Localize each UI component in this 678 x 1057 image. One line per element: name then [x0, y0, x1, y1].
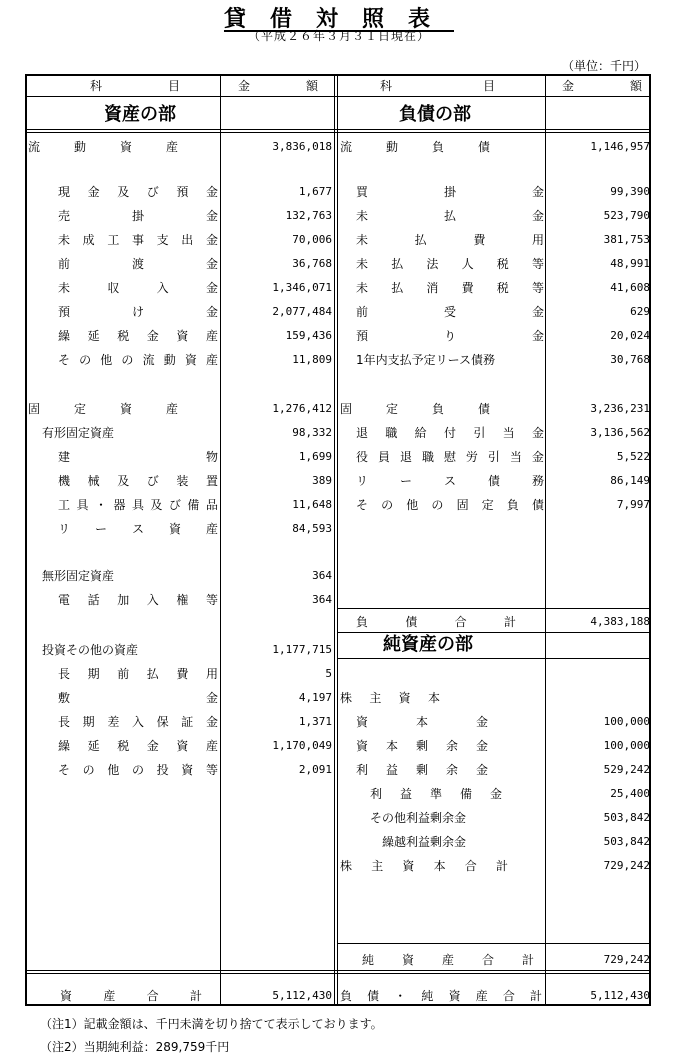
asset-row-label: 繰 延 税 金 資 産: [58, 329, 218, 343]
asset-row-value: 5: [325, 667, 332, 680]
assets-section-heading: 資産の部: [104, 104, 176, 125]
liability-row-value: 1,146,957: [590, 140, 650, 153]
net-assets-header-bottom: [338, 658, 651, 659]
note-2: （注2）当期純利益：289,759千円: [40, 1040, 230, 1054]
asset-row-value: 1,699: [298, 450, 332, 463]
liability-row-value: 7,997: [616, 498, 650, 511]
liability-row-label: 前 受 金: [356, 305, 544, 319]
asset-row-label: リ ー ス 資 産: [58, 522, 218, 536]
asset-row-value: 132,763: [285, 209, 332, 222]
asset-row-label: 建 物: [58, 450, 218, 464]
net-assets-section-heading: 純資産の部: [383, 634, 473, 655]
asset-row-value: 1,371: [298, 715, 332, 728]
net-assets-total-value: 729,242: [603, 953, 650, 966]
liability-row-label: 1年内支払予定リース債務: [356, 353, 496, 367]
asset-row-value: 3,836,018: [272, 140, 332, 153]
net-asset-row-label: 株 主 資 本 合 計: [340, 859, 508, 873]
asset-row-value: 364: [312, 569, 332, 582]
asset-row-label: 長 期 前 払 費 用: [58, 667, 218, 681]
liability-row-label: 未 払 消 費 税 等: [356, 281, 544, 295]
asset-row-label: 敷 金: [58, 691, 218, 705]
asset-row-label: 流 動 資 産: [28, 140, 178, 154]
asset-row-label: そ の 他 の 流 動 資 産: [58, 353, 218, 367]
liability-row-label: 流 動 負 債: [340, 140, 490, 154]
liabilities-section-heading: 負債の部: [399, 104, 471, 125]
net-asset-row-value: 729,242: [603, 859, 650, 872]
net-asset-row-label: その他利益剰余金: [370, 811, 467, 825]
liability-row-value: 99,390: [610, 185, 650, 198]
net-assets-total-label: 純 資 産 合 計: [362, 953, 534, 967]
asset-row-value: 98,332: [292, 426, 332, 439]
liability-row-value: 5,522: [616, 450, 650, 463]
liability-row-label: 退 職 給 付 引 当 金: [356, 426, 544, 440]
net-asset-row-label: 繰越利益剰余金: [382, 835, 467, 849]
liabilities-total-bottom: [338, 632, 651, 633]
net-asset-row-label: 資 本 金: [356, 715, 488, 729]
asset-row-value: 4,197: [298, 691, 332, 704]
liability-row-label: リ ー ス 債 務: [356, 474, 544, 488]
asset-row-value: 2,077,484: [272, 305, 332, 318]
net-asset-row-label: 資 本 剰 余 金: [356, 739, 488, 753]
asset-row-value: 1,170,049: [272, 739, 332, 752]
page-title: 貸借対照表: [223, 7, 454, 32]
liability-row-value: 41,608: [610, 281, 650, 294]
asset-row-label: 機 械 及 び 装 置: [58, 474, 218, 488]
asset-row-value: 70,006: [292, 233, 332, 246]
asset-row-value: 1,677: [298, 185, 332, 198]
asset-row-label: 未 成 工 事 支 出 金: [58, 233, 218, 247]
asset-row-label: 未 収 入 金: [58, 281, 218, 295]
liability-row-value: 48,991: [610, 257, 650, 270]
liability-row-value: 20,024: [610, 329, 650, 342]
liability-row-label: 固 定 負 債: [340, 402, 490, 416]
asset-row-label: 繰 延 税 金 資 産: [58, 739, 218, 753]
asset-row-value: 2,091: [298, 763, 332, 776]
liability-row-value: 629: [630, 305, 650, 318]
asset-row-label: 工 具 ・ 器 具 及 び 備 品: [58, 498, 218, 512]
right-amount-divider: [545, 75, 546, 1005]
grand-total-value: 5,112,430: [590, 989, 650, 1002]
net-asset-row-label: 株 主 資 本: [340, 691, 440, 705]
grand-total-divider: [25, 970, 651, 974]
liability-row-value: 3,236,231: [590, 402, 650, 415]
net-asset-row-label: 利 益 準 備 金: [370, 787, 502, 801]
asset-row-value: 1,276,412: [272, 402, 332, 415]
liability-row-label: 買 掛 金: [356, 185, 544, 199]
net-asset-row-value: 25,400: [610, 787, 650, 800]
asset-row-value: 84,593: [292, 522, 332, 535]
liability-row-value: 523,790: [603, 209, 650, 222]
liability-row-value: 30,768: [610, 353, 650, 366]
asset-row-label: 長 期 差 入 保 証 金: [58, 715, 218, 729]
asset-row-value: 1,346,071: [272, 281, 332, 294]
asset-row-label: そ の 他 の 投 資 等: [58, 763, 218, 777]
asset-row-value: 389: [312, 474, 332, 487]
liability-row-value: 3,136,562: [590, 426, 650, 439]
left-amount-divider: [220, 75, 221, 1005]
grand-total-label: 負 債 ・ 純 資 産 合 計: [340, 989, 542, 1003]
header-divider: [25, 96, 651, 97]
asset-row-label: 預 け 金: [58, 305, 218, 319]
asset-row-label: 固 定 資 産: [28, 402, 178, 416]
asset-row-value: 11,809: [292, 353, 332, 366]
liabilities-total-value: 4,383,188: [590, 615, 650, 628]
net-asset-row-value: 100,000: [603, 715, 650, 728]
liability-row-label: 未 払 費 用: [356, 233, 544, 247]
asset-row-label: 電 話 加 入 権 等: [58, 593, 218, 607]
asset-row-value: 1,177,715: [272, 643, 332, 656]
net-asset-row-value: 503,842: [603, 811, 650, 824]
asset-row-value: 364: [312, 593, 332, 606]
net-asset-row-value: 529,242: [603, 763, 650, 776]
report-date: （平成２６年３月３１日現在）: [247, 29, 430, 43]
asset-row-label: 前 渡 金: [58, 257, 218, 271]
net-asset-row-value: 100,000: [603, 739, 650, 752]
unit-label: （単位：千円）: [561, 59, 646, 73]
liability-row-label: 未 払 金: [356, 209, 544, 223]
liability-row-label: 役 員 退 職 慰 労 引 当 金: [356, 450, 544, 464]
center-divider: [334, 75, 338, 1005]
asset-row-label: 売 掛 金: [58, 209, 218, 223]
liability-row-value: 381,753: [603, 233, 650, 246]
net-assets-total-top: [338, 943, 651, 944]
liabilities-total-label: 負 債 合 計: [356, 615, 516, 629]
header-item-left: 科 目: [90, 79, 180, 93]
asset-row-label: 有形固定資産: [42, 426, 115, 440]
asset-row-label: 投資その他の資産: [42, 643, 139, 657]
asset-row-label: 無形固定資産: [42, 569, 115, 583]
header-amount-right: 金 額: [562, 79, 642, 93]
liability-row-label: 未 払 法 人 税 等: [356, 257, 544, 271]
asset-row-value: 159,436: [285, 329, 332, 342]
asset-row-value: 36,768: [292, 257, 332, 270]
assets-total-value: 5,112,430: [272, 989, 332, 1002]
liability-row-label: 預 り 金: [356, 329, 544, 343]
header-amount-left: 金 額: [238, 79, 318, 93]
note-1: （注1）記載金額は、千円未満を切り捨てて表示しております。: [40, 1017, 383, 1031]
liability-row-label: そ の 他 の 固 定 負 債: [356, 498, 544, 512]
assets-total-label: 資 産 合 計: [60, 989, 202, 1003]
liability-row-value: 86,149: [610, 474, 650, 487]
header-item-right: 科 目: [380, 79, 495, 93]
net-asset-row-label: 利 益 剰 余 金: [356, 763, 488, 777]
net-asset-row-value: 503,842: [603, 835, 650, 848]
section-divider: [25, 129, 651, 133]
asset-row-label: 現 金 及 び 預 金: [58, 185, 218, 199]
asset-row-value: 11,648: [292, 498, 332, 511]
liabilities-total-top: [338, 608, 651, 609]
